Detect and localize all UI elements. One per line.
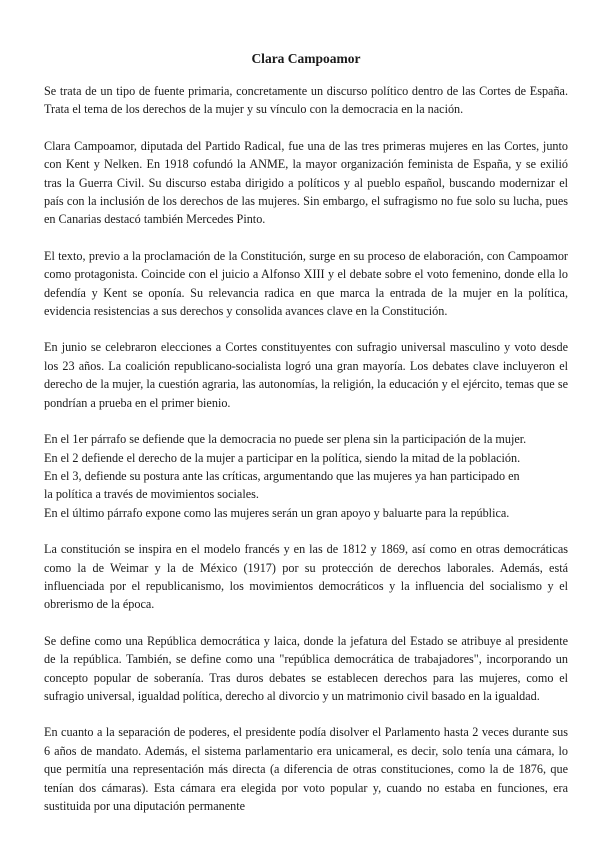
paragraph-separation-of-powers: En cuanto a la separación de poderes, el presidente podía disolver el Parlamento hasta 2 veces durante sus 6 años de mandato. Además, el sistema parlamentario era unicameral, es decir, solo tenía una cámara, lo que permitía una representación más directa (a diferencia de otras constituciones, como la de 1876, que tenían dos cámaras). Esta cámara era elegida por voto popular y, cuando no estaba en funciones, era sustituida por una diputación permanente	[44, 725, 568, 813]
summary-line: En el último párrafo expone como las mujeres serán un gran apoyo y baluarte para la república.	[44, 505, 510, 520]
paragraph-context: El texto, previo a la proclamación de la Constitución, surge en su proceso de elaboración, con Campoamor como protagonista. Coincide con el juicio a Alfonso XIII y el debate sobre el voto femenino, donde ella lo defendía y Kent se oponía. Su relevancia radica en que marca la entrada de la mujer en la política, evidencia resistencias a sus derechos y consolida avances clave en la Constitución.	[44, 248, 568, 319]
summary-line: la política a través de movimientos sociales.	[44, 487, 259, 502]
document-title: Clara Campoamor	[251, 51, 361, 66]
paragraph-elections: En junio se celebraron elecciones a Cortes constituyentes con sufragio universal masculino y voto desde los 23 años. La coalición republicano-socialista logró una gran mayoría. Los debates clave incluyeron el derecho de la mujer, la cuestión agraria, las autonomías, la religión, la educación y el ejército, temas que se pondrían a prueba en el primer bienio.	[44, 340, 568, 410]
summary-line: En el 2 defiende el derecho de la mujer a participar en la política, siendo la mitad de la población.	[44, 450, 521, 465]
paragraph-republic-definition: Se define como una República democrática y laica, donde la jefatura del Estado se atribuye al presidente de la república. También, se define como una "república democrática de trabajadores", incorporando un concepto popular de soberanía. Tras duros debates se establecen derechos para las mujeres, como el sufragio universal, igualdad política, derecho al divorcio y un matrimonio civil basado en la igualdad.	[44, 633, 568, 703]
paragraph-source-type: Se trata de un tipo de fuente primaria, concretamente un discurso político dentro de las Cortes de España. Trata el tema de los derechos de la mujer y su vínculo con la democracia en la nación.	[44, 84, 568, 117]
summary-line: En el 3, defiende su postura ante las críticas, argumentando que las mujeres ya han participado en	[44, 468, 520, 483]
document-page	[44, 50, 568, 833]
summary-block	[44, 430, 568, 522]
summary-line: En el 1er párrafo se defiende que la democracia no puede ser plena sin la participación de la mujer.	[44, 432, 527, 447]
paragraph-constitution-influences: La constitución se inspira en el modelo francés y en las de 1812 y 1869, así como en otras democráticas como la de Weimar y la de México (1917) por su protección de derechos laborales. Además, está influenciada por el republicanismo, los movimientos democráticos y la influencia del socialismo y el obrerismo de la época.	[44, 542, 568, 612]
paragraph-author: Clara Campoamor, diputada del Partido Radical, fue una de las tres primeras mujeres en las Cortes, junto con Kent y Nelken. En 1918 cofundó la ANME, la mayor organización feminista de España, y se exilió tras la Guerra Civil. Su discurso estaba dirigido a políticos y al pueblo español, buscando modernizar el país con la inclusión de los derechos de las mujeres. Sin embargo, el sufragismo no fue solo su lucha, pues en Canarias destacó también Mercedes Pinto.	[44, 138, 568, 227]
